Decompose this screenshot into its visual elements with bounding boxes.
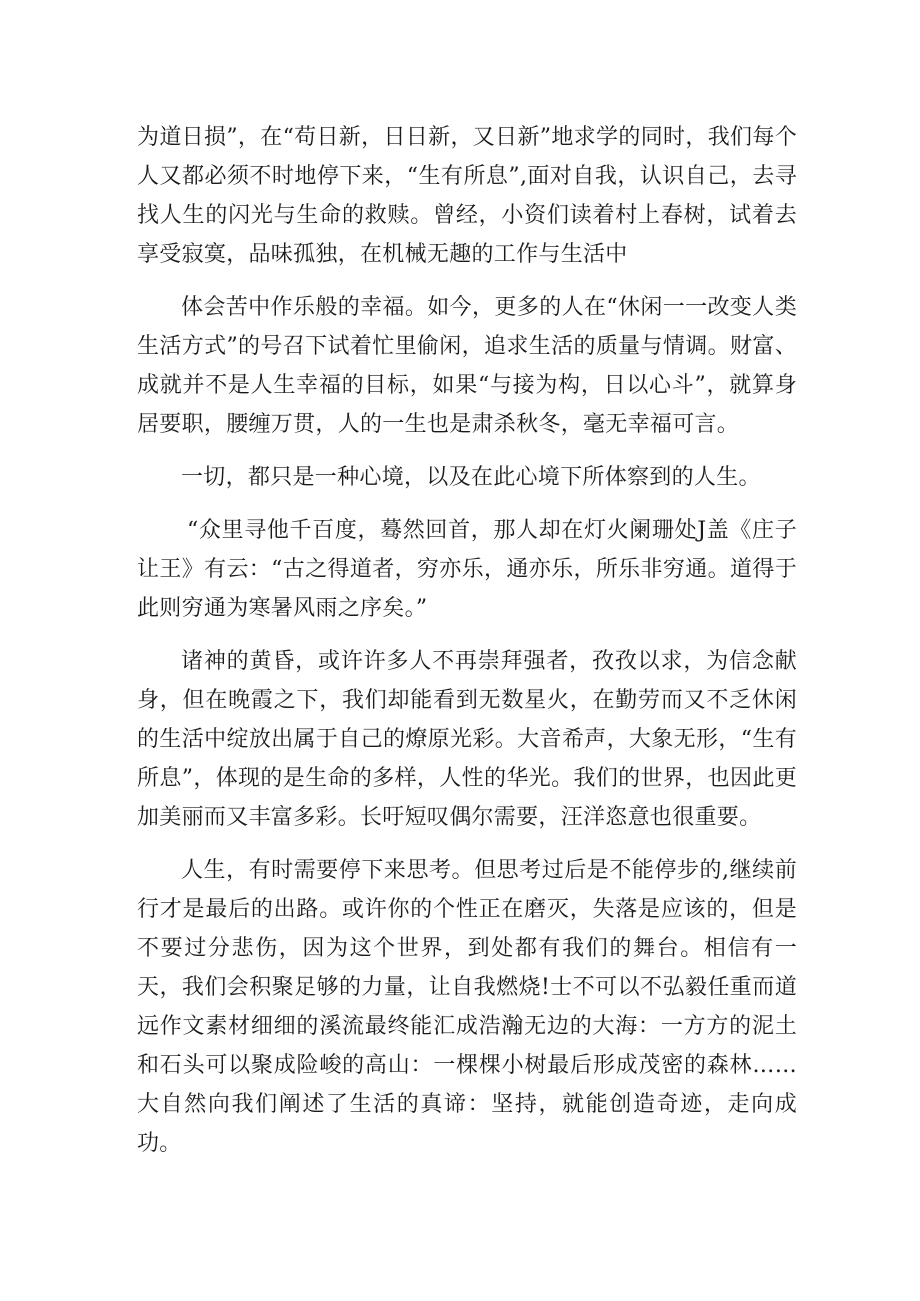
paragraph-2: 体会苦中作乐般的幸福。如今，更多的人在“休闲一一改变人类生活方式”的号召下试着忙里偷闲，追求生活的质量与情调。财富、成就并不是人生幸福的目标，如果“与接为构，日以心斗”，就算身居要职，腰缠万贯，人的一生也是肃杀秋冬，毫无幸福可言。 [137, 295, 797, 437]
paragraph-5: 诸神的黄昏，或许许多人不再崇拜强者，孜孜以求，为信念献身，但在晚霞之下，我们却能看到无数星火，在勤劳而又不乏休闲的生活中绽放出属于自己的燎原光彩。大音希声，大象无形，“生有所息”，体现的是生命的多样，人性的华光。我们的世界，也因此更加美丽而又丰富多彩。长吁短叹偶尔需要，汪洋恣意也很重要。 [137, 649, 797, 830]
document-body [137, 118, 797, 1177]
paragraph-6: 人生，有时需要停下来思考。但思考过后是不能停步的,继续前行才是最后的出路。或许你的个性正在磨灭，失落是应该的，但是不要过分悲伤，因为这个世界，到处都有我们的舞台。相信有一天，我们会积聚足够的力量，让自我燃烧!士不可以不弘毅任重而道远作文素材细细的溪流最终能汇成浩瀚无边的大海：一方方的泥土和石头可以聚成险峻的高山：一棵棵小树最后形成茂密的森林……大自然向我们阐述了生活的真谛：坚持，就能创造奇迹，走向成功。 [137, 858, 797, 1156]
paragraph-4: “众里寻他千百度，蓦然回首，那人却在灯火阑珊处J盖《庄子让王》有云：“古之得道者，穷亦乐，通亦乐，所乐非穷通。道得于此则穷通为寒暑风雨之序矣。” [137, 518, 797, 621]
paragraph-1: 为道日损”，在“苟日新，日日新，又日新”地求学的同时，我们每个人又都必须不时地停下来，“生有所息”,面对自我，认识自己，去寻找人生的闪光与生命的救赎。曾经，小资们读着村上春树，试着去享受寂寞，品味孤独，在机械无趣的工作与生活中 [137, 125, 797, 267]
paragraph-3: 一切，都只是一种心境，以及在此心境下所体察到的人生。 [181, 465, 761, 490]
